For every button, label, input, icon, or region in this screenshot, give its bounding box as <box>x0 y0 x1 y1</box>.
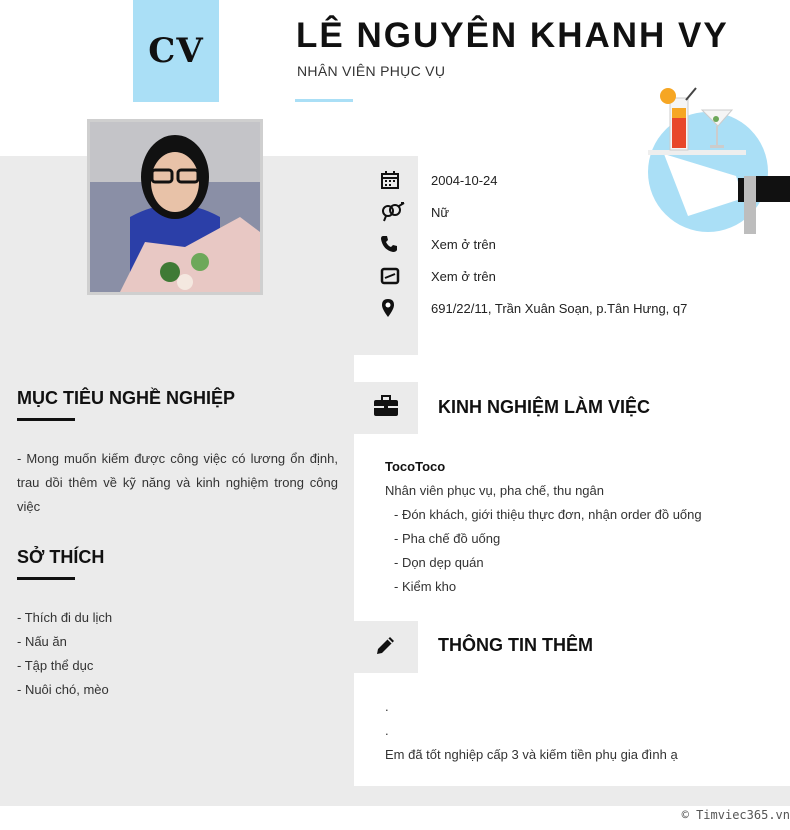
cv-logo-text: CV <box>148 31 204 71</box>
hobbies-title: SỞ THÍCH <box>17 547 105 567</box>
experience-icon-box <box>354 382 418 434</box>
pencil-icon <box>375 634 397 661</box>
list-item: - Nuôi chó, mèo <box>17 682 109 697</box>
list-item: . <box>385 723 389 738</box>
additional-info-title: THÔNG TIN THÊM <box>438 635 593 655</box>
experience-title: KINH NGHIỆM LÀM VIỆC <box>438 397 651 417</box>
phone-value: Xem ở trên <box>431 236 496 252</box>
list-item: - Nấu ăn <box>17 634 67 649</box>
list-item: - Pha chế đồ uống <box>394 531 501 546</box>
additional-info-content <box>385 695 765 767</box>
additional-info-icon-box <box>354 621 418 673</box>
gender-icon <box>380 201 408 223</box>
contact-row-address <box>380 292 720 324</box>
bottom-band <box>0 786 790 806</box>
address-value: 691/22/11, Trần Xuân Soạn, p.Tân Hưng, q7 <box>431 300 688 316</box>
calendar-icon <box>380 169 408 191</box>
career-objective-text: - Mong muốn kiếm được công việc có lương ổn định, trau dồi thêm về kỹ năng và kinh nghiệm trong công việc <box>17 451 338 514</box>
profile-photo <box>87 119 263 295</box>
list-item: Em đã tốt nghiệp cấp 3 và kiếm tiền phụ gia đình ạ <box>385 747 678 762</box>
location-pin-icon <box>380 297 408 319</box>
email-value: Xem ở trên <box>431 268 496 284</box>
copyright-footer: © Timviec365.vn <box>681 808 790 822</box>
waiter-drinks-illustration <box>640 84 790 236</box>
list-item: - Thích đi du lịch <box>17 610 113 625</box>
experience-content <box>385 455 765 599</box>
list-item: - Tập thể dục <box>17 658 94 673</box>
hobbies-list <box>17 606 338 702</box>
list-item: . <box>385 699 389 714</box>
career-objective-title: MỤC TIÊU NGHỀ NGHIỆP <box>17 388 236 408</box>
company-name: TocoToco <box>385 459 446 474</box>
title-accent-bar <box>295 99 353 102</box>
list-item: - Kiểm kho <box>394 579 457 594</box>
briefcase-icon <box>373 395 399 422</box>
gender-value: Nữ <box>431 204 450 220</box>
email-icon <box>380 265 408 287</box>
contact-row-email <box>380 260 720 292</box>
career-objective-underline <box>17 418 75 421</box>
list-item: - Dọn dẹp quán <box>394 555 484 570</box>
job-role: Nhân viên phục vụ, pha chế, thu ngân <box>385 483 604 498</box>
list-item: - Đón khách, giới thiệu thực đơn, nhận order đồ uống <box>394 507 702 522</box>
job-title: NHÂN VIÊN PHỤC VỤ <box>297 63 446 79</box>
cv-logo <box>133 0 219 102</box>
candidate-name: LÊ NGUYÊN KHANH VY <box>296 16 729 55</box>
phone-icon <box>380 233 408 255</box>
birthday-value: 2004-10-24 <box>431 172 498 188</box>
hobbies-underline <box>17 577 75 580</box>
